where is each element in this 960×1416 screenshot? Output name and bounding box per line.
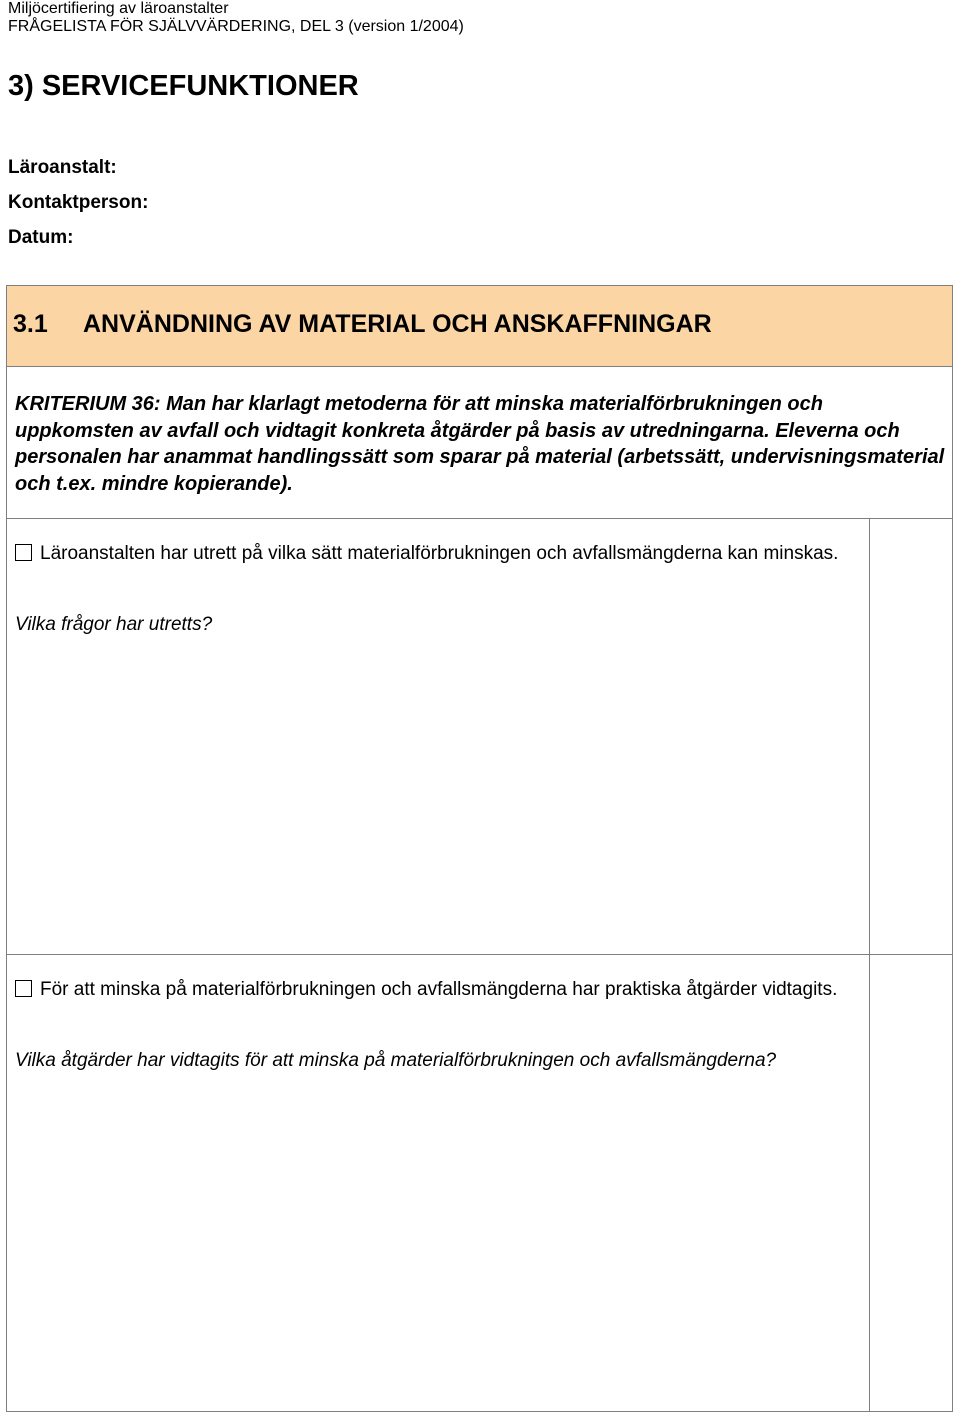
contact-person-label: Kontaktperson:	[8, 192, 149, 213]
criterion-text: KRITERIUM 36: Man har klarlagt metoderna för att minska materialförbrukningen och uppkomsten av avfall och vidtagit konkreta åtgärder på basis av utredningarna. Eleverna och personalen har anammat handlingssätt som sparar på material (arbetssätt, undervisningsmaterial och t.ex. mindre kopierande).	[15, 393, 945, 495]
subsection-title-band	[7, 286, 952, 367]
institution-label: Läroanstalt:	[8, 157, 117, 178]
item-1-question: Vilka frågor har utretts?	[15, 614, 213, 635]
row-divider	[7, 954, 952, 955]
questionnaire-form	[6, 285, 953, 1412]
item-2-statement	[15, 978, 855, 1002]
item-2-checkbox[interactable]	[15, 980, 32, 997]
section-title: 3) SERVICEFUNKTIONER	[8, 70, 359, 102]
item-1-checkbox[interactable]	[15, 544, 32, 561]
date-label: Datum:	[8, 227, 74, 248]
item-2-statement-text: För att minska på materialförbrukningen och avfallsmängderna har praktiska åtgärder vidtagits.	[40, 979, 838, 1000]
document-header-line-2: FRÅGELISTA FÖR SJÄLVVÄRDERING, DEL 3 (version 1/2004)	[8, 18, 464, 35]
subsection-title: ANVÄNDNING AV MATERIAL OCH ANSKAFFNINGAR	[83, 310, 712, 338]
item-1-statement	[15, 542, 855, 566]
item-1-statement-text: Läroanstalten har utrett på vilka sätt materialförbrukningen och avfallsmängderna kan minskas.	[40, 543, 839, 564]
document-header-line-1: Miljöcertifiering av läroanstalter	[8, 0, 229, 17]
column-divider	[869, 518, 870, 1412]
item-2-question: Vilka åtgärder har vidtagits för att minska på materialförbrukningen och avfallsmängderna?	[15, 1050, 777, 1071]
subsection-number: 3.1	[13, 310, 48, 338]
criterion-divider	[7, 518, 952, 519]
